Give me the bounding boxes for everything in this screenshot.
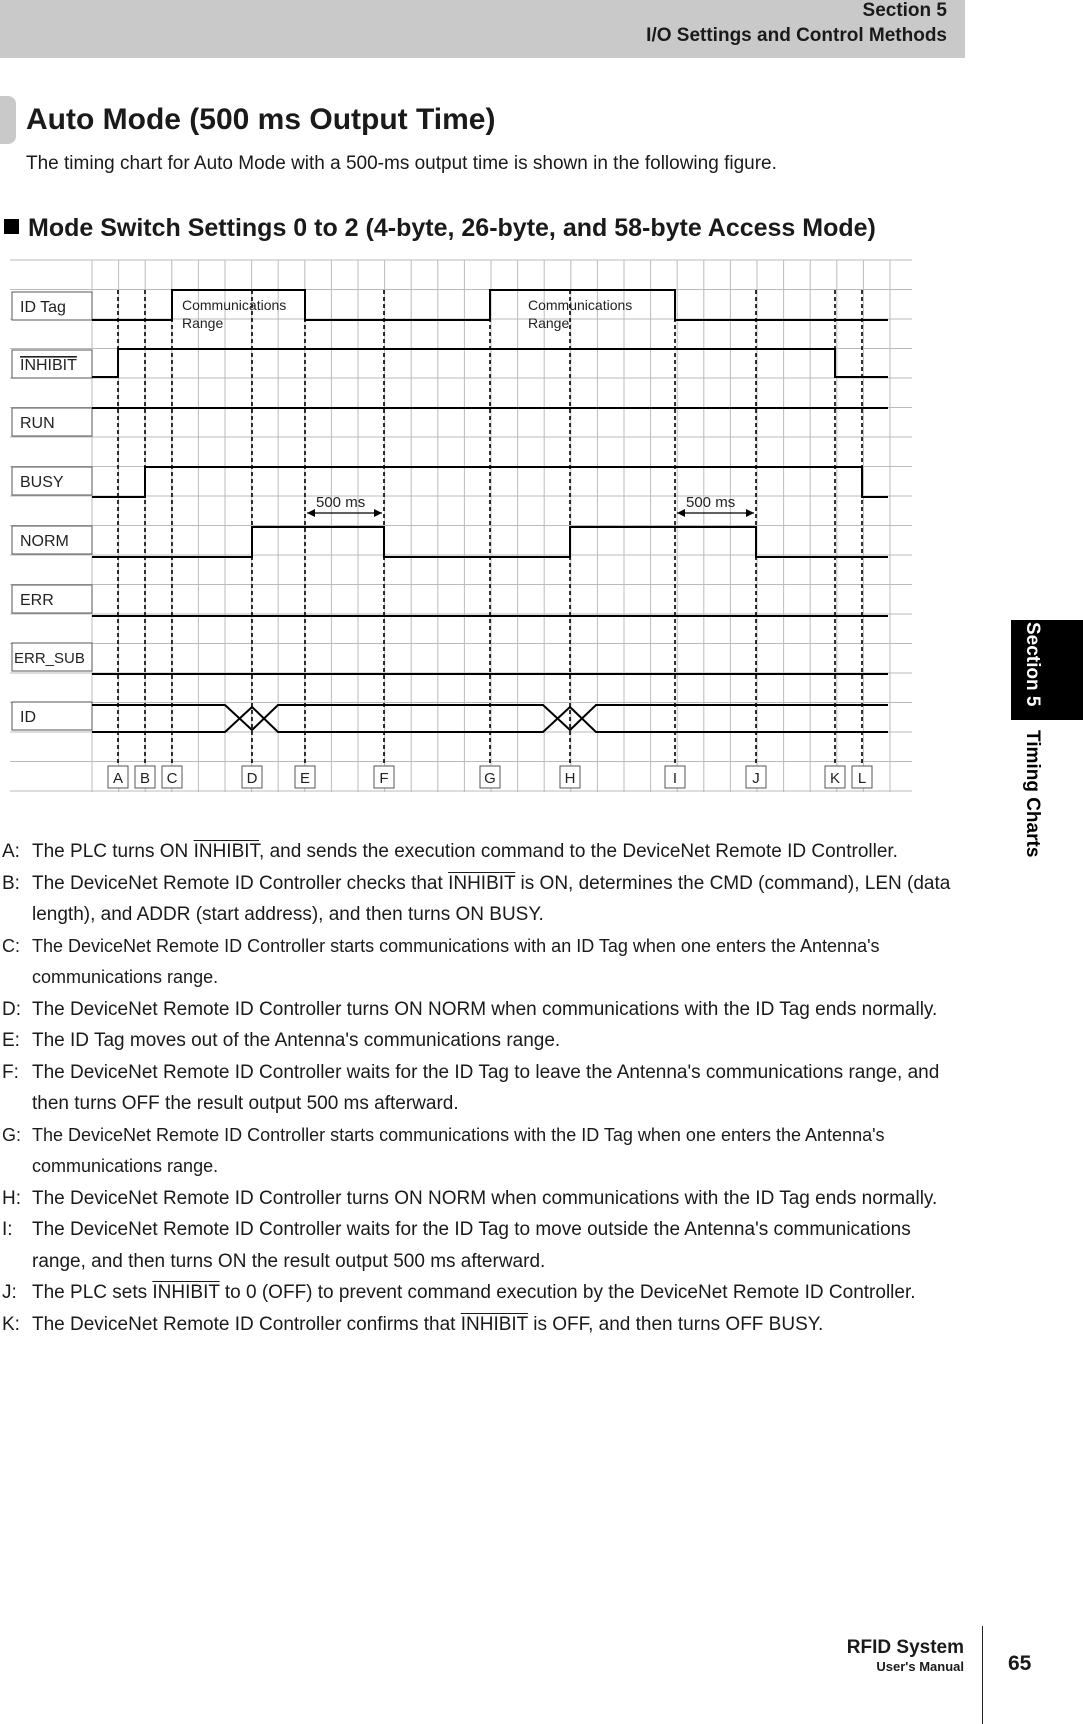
note-item (0, 1277, 960, 1309)
header-section-number: Section 5 (862, 0, 947, 21)
page-number: 65 (1008, 1652, 1032, 1675)
footer-product (836, 1637, 964, 1674)
event-markers (108, 766, 872, 788)
note-item (0, 1025, 960, 1057)
note-item (0, 836, 960, 868)
note-text: The PLC turns ON (32, 841, 194, 862)
timing-chart (0, 250, 920, 800)
subheading (4, 214, 876, 243)
note-item (0, 931, 960, 994)
comm-range-line2: Range (182, 315, 224, 331)
signal-label: ERR (20, 592, 54, 609)
note-item (0, 1309, 960, 1341)
marker-label: L (857, 770, 867, 787)
subheading-text: Mode Switch Settings 0 to 2 (4-byte, 26-byte, and 58-byte Access Mode) (28, 214, 876, 242)
marker-label: B (139, 770, 151, 787)
note-label: F: (2, 1061, 19, 1083)
note-text: , and sends the execution command to the DeviceNet Remote ID Controller. (259, 841, 898, 862)
note-text: The DeviceNet Remote ID Controller starts communications with the ID Tag when one enters the Antenna's communications range. (32, 1124, 885, 1176)
arrow-head-icon (746, 509, 754, 517)
square-bullet-icon (4, 219, 19, 234)
signal-labels (12, 292, 92, 730)
heading-marker (0, 96, 16, 144)
marker-label: G (484, 770, 496, 787)
note-item (0, 994, 960, 1026)
note-text: The PLC sets (32, 1282, 153, 1303)
arrow-head-icon (374, 509, 382, 517)
page-header (0, 0, 965, 58)
note-label: D: (2, 998, 21, 1020)
marker-label: A (112, 770, 124, 787)
signal-label: ID (20, 709, 36, 726)
header-section (646, 0, 947, 48)
event-notes (0, 836, 960, 1340)
marker-label: J (752, 770, 760, 787)
signal-label: ID Tag (20, 299, 66, 316)
footer-product-name: RFID System (846, 1637, 964, 1658)
note-text: is ON, determines the CMD (command), LEN (data length), and ADDR (start address), and then turns ON BUSY. (32, 872, 951, 925)
note-label: I: (2, 1219, 13, 1240)
marker-label: F (379, 770, 389, 787)
signal-label: NORM (20, 533, 69, 550)
output-time-label: 500 ms (316, 494, 366, 511)
comm-range-line1: Communications (182, 297, 287, 313)
note-label: H: (2, 1187, 21, 1209)
note-signal-overline: INHIBIT (193, 841, 260, 862)
note-text: The DeviceNet Remote ID Controller waits for the ID Tag to move outside the Antenna's communications range, and then turns ON the result output 500 ms afterward. (32, 1219, 911, 1272)
note-text: The DeviceNet Remote ID Controller waits for the ID Tag to leave the Antenna's communications range, and then turns OFF the result output 500 ms afterward. (32, 1061, 940, 1114)
signal-label: ERR_SUB (14, 650, 85, 667)
comm-range-line2: Range (528, 315, 570, 331)
signal-label: RUN (20, 415, 55, 432)
note-text: The DeviceNet Remote ID Controller confirms that (32, 1313, 461, 1335)
marker-label: E (299, 770, 311, 787)
page-title: Auto Mode (500 ms Output Time) (26, 103, 496, 136)
note-label: K: (2, 1313, 20, 1335)
note-label: C: (2, 935, 20, 956)
marker-label: D (246, 770, 258, 787)
note-label: G: (2, 1124, 22, 1145)
note-text: The DeviceNet Remote ID Controller checks that (32, 872, 449, 894)
marker-label: I (672, 770, 678, 787)
footer-manual: User's Manual (876, 1659, 964, 1674)
note-label: B: (2, 872, 20, 894)
note-signal-overline: INHIBIT (448, 872, 516, 894)
side-tab-section: Section 5 (1022, 622, 1043, 707)
note-text: to 0 (OFF) to prevent command execution by the DeviceNet Remote ID Controller. (219, 1282, 916, 1303)
footer-divider (982, 1626, 983, 1724)
signal-label: INHIBIT (20, 357, 77, 374)
marker-label: K (829, 770, 841, 787)
header-section-title: I/O Settings and Control Methods (646, 25, 947, 46)
marker-label: H (564, 770, 576, 787)
note-label: A: (2, 841, 20, 862)
note-signal-overline: INHIBIT (152, 1282, 220, 1303)
note-text: The ID Tag moves out of the Antenna's communications range. (32, 1030, 561, 1051)
note-text: The DeviceNet Remote ID Controller turns ON NORM when communications with the ID Tag ends normally. (32, 1187, 938, 1209)
intro-text: The timing chart for Auto Mode with a 500-ms output time is shown in the following figure. (26, 153, 777, 174)
note-label: E: (2, 1030, 20, 1051)
note-text: is OFF, and then turns OFF BUSY. (527, 1313, 824, 1335)
note-item (0, 1057, 960, 1120)
note-item (0, 1120, 960, 1183)
signal-label: BUSY (20, 474, 64, 491)
note-text: The DeviceNet Remote ID Controller starts communications with an ID Tag when one enters the Antenna's communications range. (32, 935, 880, 987)
comm-range-line1: Communications (528, 297, 633, 313)
note-signal-overline: INHIBIT (460, 1313, 528, 1335)
note-item (0, 1214, 960, 1277)
output-time-label: 500 ms (686, 494, 736, 511)
note-label: J: (2, 1282, 17, 1303)
marker-label: C (166, 770, 178, 787)
note-item (0, 868, 960, 931)
side-tab-topic: Timing Charts (1022, 730, 1043, 858)
note-item (0, 1183, 960, 1215)
note-text: The DeviceNet Remote ID Controller turns ON NORM when communications with the ID Tag ends normally. (32, 998, 938, 1020)
arrow-head-icon (307, 509, 315, 517)
arrow-head-icon (677, 509, 685, 517)
